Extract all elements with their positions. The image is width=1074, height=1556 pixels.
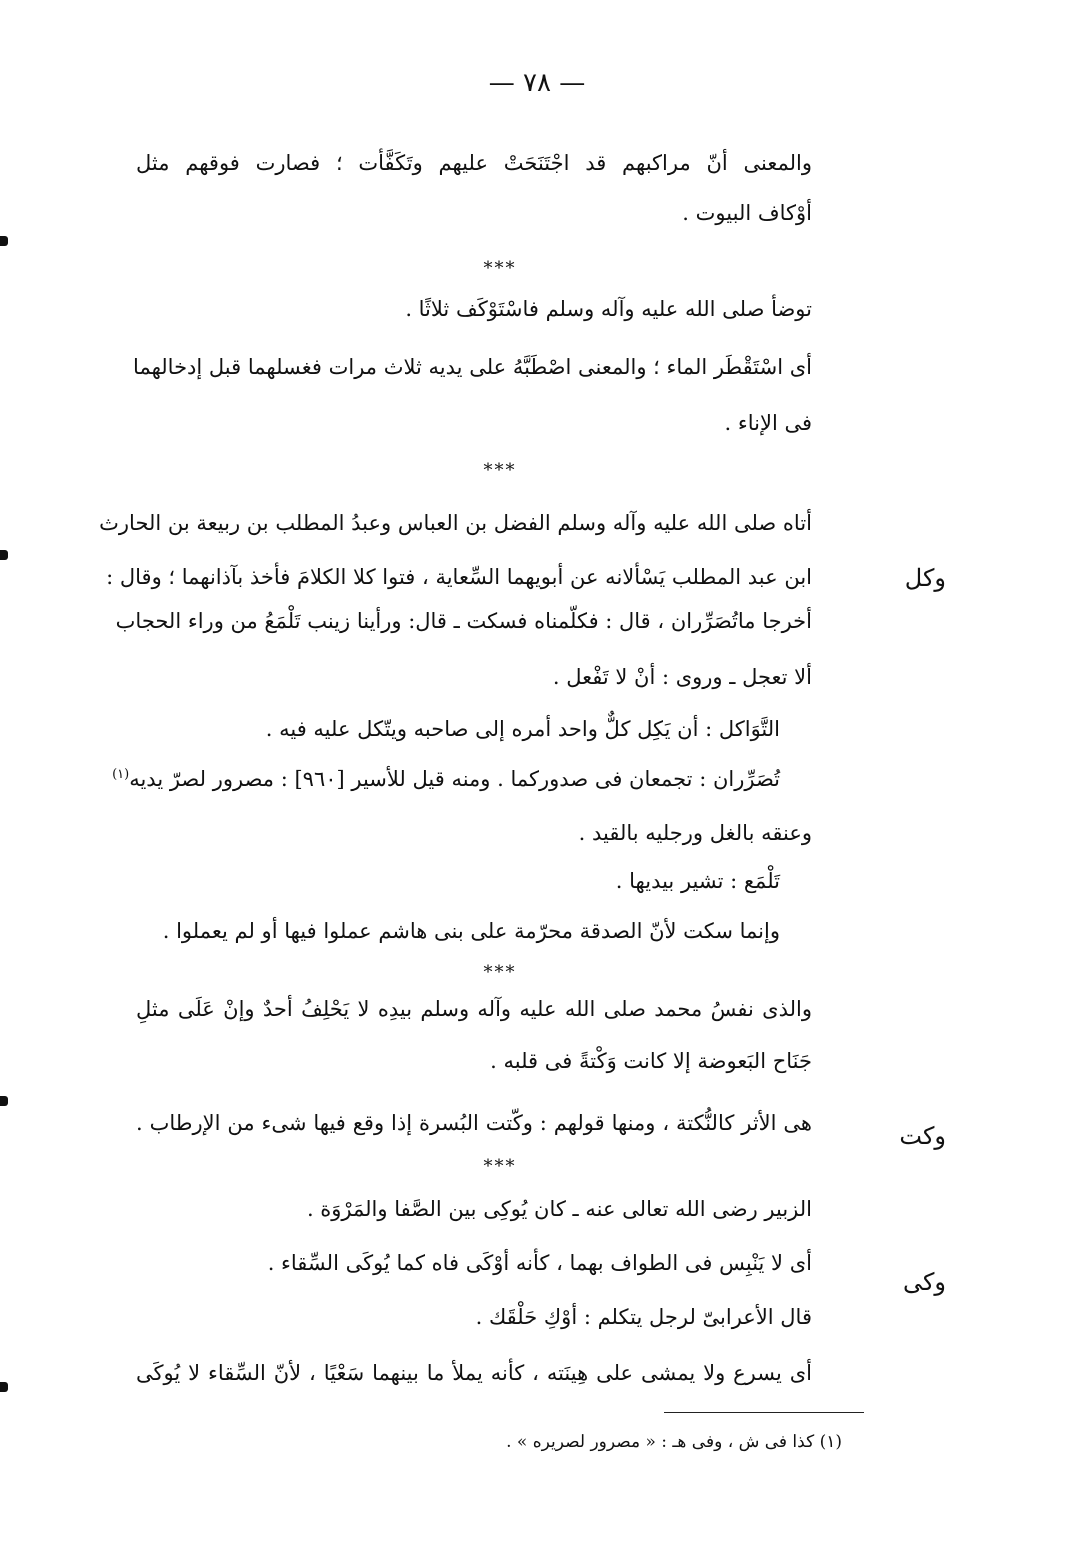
text-line: أتاه صلى الله عليه وآله وسلم الفضل بن العباس وعبدُ المطلب بن ربيعة بن الحارث: [99, 511, 812, 535]
text-line: جَنَاح البَعوضة إلا كانت وَكْتةً فى قلبه .: [490, 1049, 812, 1073]
scan-edge-mark: [0, 1382, 8, 1392]
text-line: أى اسْتَقْطَر الماء ؛ والمعنى اصْطَبَّهُ على يديه ثلاث مرات فغسلهما قبل إدخالهما: [133, 355, 812, 379]
text-fragment: تُصَرِّران : تجمعان فى صدوركما . ومنه قيل للأسير [٩٦٠] : مصرور لصرّ يديه: [129, 767, 780, 791]
text-line: فى الإناء .: [724, 411, 812, 435]
root-word-margin: وكل: [904, 564, 946, 592]
footnote: (١) كذا فى ش ، وفى هـ : « مصرور لصريره » .: [506, 1432, 842, 1452]
section-separator: ***: [483, 1156, 517, 1177]
scan-edge-mark: [0, 550, 8, 560]
text-line: أى يسرع ولا يمشى على هِينَته ، كأنه يملأ ما بينهما سَعْيًا ، لأنّ السِّقاء لا يُوكَى: [136, 1361, 812, 1385]
text-line: وإنما سكت لأنّ الصدقة محرّمة على بنى هاشم عملوا فيها أو لم يعملوا .: [162, 919, 780, 943]
text-line: ألا تعجل ـ وروى : أنْ لا تَفْعل .: [552, 665, 812, 689]
text-line: توضأ صلى الله عليه وآله وسلم فاسْتَوْكَف ثلاثًا .: [405, 297, 812, 321]
text-line: هى الأثر كالنُّكتة ، ومنها قولهم : وكّتت البُسرة إذا وقع فيها شىء من الإرطاب .: [136, 1111, 812, 1135]
footnote-ref: (١): [112, 767, 130, 782]
text-line: [112, 760, 780, 794]
section-separator: ***: [483, 460, 517, 481]
section-separator: ***: [483, 258, 517, 279]
text-line: التَّوَاكل : أن يَكِل كلٌّ واحد أمره إلى صاحبه ويتّكل عليه فيه .: [265, 717, 780, 741]
footnote-rule: [664, 1412, 864, 1413]
text-line: قال الأعرابىّ لرجل يتكلم : أوْكِ حَلْقَك .: [475, 1305, 812, 1329]
text-line: والمعنى أنّ مراكبهم قد اجْتَنَحَتْ عليهم وتَكَفَّأت ؛ فصارت فوقهم مثل: [136, 151, 812, 175]
text-line: أى لا يَنْبِس فى الطواف بهما ، كأنه أوْكَى فاه كما يُوكَى السِّقاء .: [267, 1251, 812, 1275]
text-line: أخرجا ماتُصَرِّران ، قال : فكلّمناه فسكت ـ قال: ورأينا زينب تَلْمَعُ من وراء الحجاب: [115, 609, 812, 633]
text-line: الزبير رضى الله تعالى عنه ـ كان يُوكِى بين الصَّفا والمَرْوَة .: [306, 1197, 812, 1221]
text-line: والذى نفسُ محمد صلى الله عليه وآله وسلم بيدِه لا يَحْلِفُ أحدٌ وإنْ عَلَى مثلِ: [136, 997, 812, 1021]
text-line: وعنقه بالغل ورجليه بالقيد .: [578, 821, 812, 845]
scan-edge-mark: [0, 236, 8, 246]
root-word-margin: وكى: [902, 1268, 946, 1296]
root-word-margin: وكت: [899, 1122, 946, 1150]
page-number: — ٧٨ —: [488, 68, 586, 98]
text-line: أوْكاف البيوت .: [682, 201, 812, 225]
section-separator: ***: [483, 962, 517, 983]
scan-edge-mark: [0, 1096, 8, 1106]
text-line: ابن عبد المطلب يَسْألانه عن أبويهما السِّعاية ، فتوا كلا الكلامَ فأخذ بآذانهما ؛ وقال :: [106, 565, 812, 589]
text-line: تَلْمَع : تشير بيديها .: [615, 869, 780, 893]
